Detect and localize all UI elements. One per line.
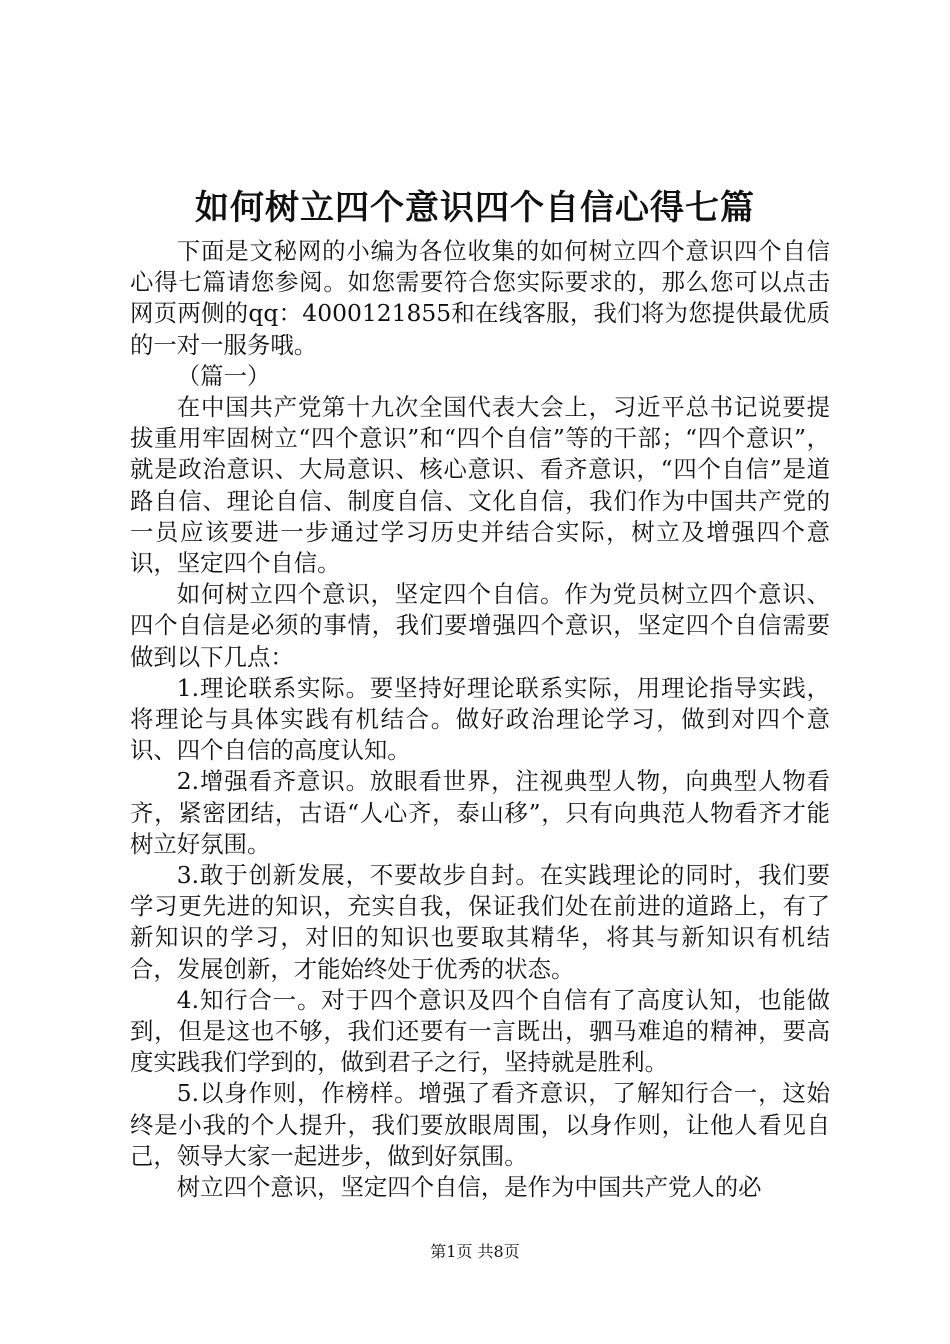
section-heading: （篇一） [176,361,271,390]
body-paragraph: 树立四个意识，坚定四个自信，是作为中国共产党人的必 [176,1173,762,1202]
list-item-paragraph: 5.以身作则，作榜样。增强了看齐意识，了解知行合一，这始终是小我的个人提升，我们要放眼周围，以身作则，让他人看见自己，领导大家一起进步，做到好氛围。 [130,1079,830,1170]
intro-paragraph: 下面是文秘网的小编为各位收集的如何树立四个意识四个自信心得七篇请您参阅。如您需要符合您实际要求的，那么您可以点击网页两侧的qq：4000121855和在线客服，我们将为您提供最优质的一对一服务哦。 [130,237,830,359]
body-paragraph: 在中国共产党第十九次全国代表大会上，习近平总书记说要提拔重用牢固树立“四个意识”和“四个自信”等的干部；“四个意识”，就是政治意识、大局意识、核心意识、看齐意识，“四个自信”是道路自信、理论自信、制度自信、文化自信，我们作为中国共产党的一员应该要进一步通过学习历史并结合实际，树立及增强四个意识，坚定四个自信。 [130,393,830,578]
body-paragraph: 如何树立四个意识，坚定四个自信。作为党员树立四个意识、四个自信是必须的事情，我们要增强四个意识，坚定四个自信需要做到以下几点： [130,580,830,671]
list-item-paragraph: 3.敢于创新发展，不要故步自封。在实践理论的同时，我们要学习更先进的知识，充实自我，保证我们处在前进的道路上，有了新知识的学习，对旧的知识也要取其精华，将其与新知识有机结合，发展创新，才能始终处于优秀的状态。 [130,861,830,983]
document-title: 如何树立四个意识四个自信心得七篇 [195,188,755,228]
list-item-paragraph: 1.理论联系实际。要坚持好理论联系实际，用理论指导实践，将理论与具体实践有机结合。做好政治理论学习，做到对四个意识、四个自信的高度认知。 [130,673,830,765]
list-item-paragraph: 4.知行合一。对于四个意识及四个自信有了高度认知，也能做到，但是这也不够，我们还要有一言既出，驷马难追的精神，要高度实践我们学到的，做到君子之行，坚持就是胜利。 [130,985,830,1077]
document-body [130,236,830,1203]
list-item-paragraph: 2.增强看齐意识。放眼看世界，注视典型人物，向典型人物看齐，紧密团结，古语“人心齐，泰山移”，只有向典范人物看齐才能树立好氛围。 [130,767,830,858]
page-number-footer: 第1页 共8页 [430,1242,520,1261]
